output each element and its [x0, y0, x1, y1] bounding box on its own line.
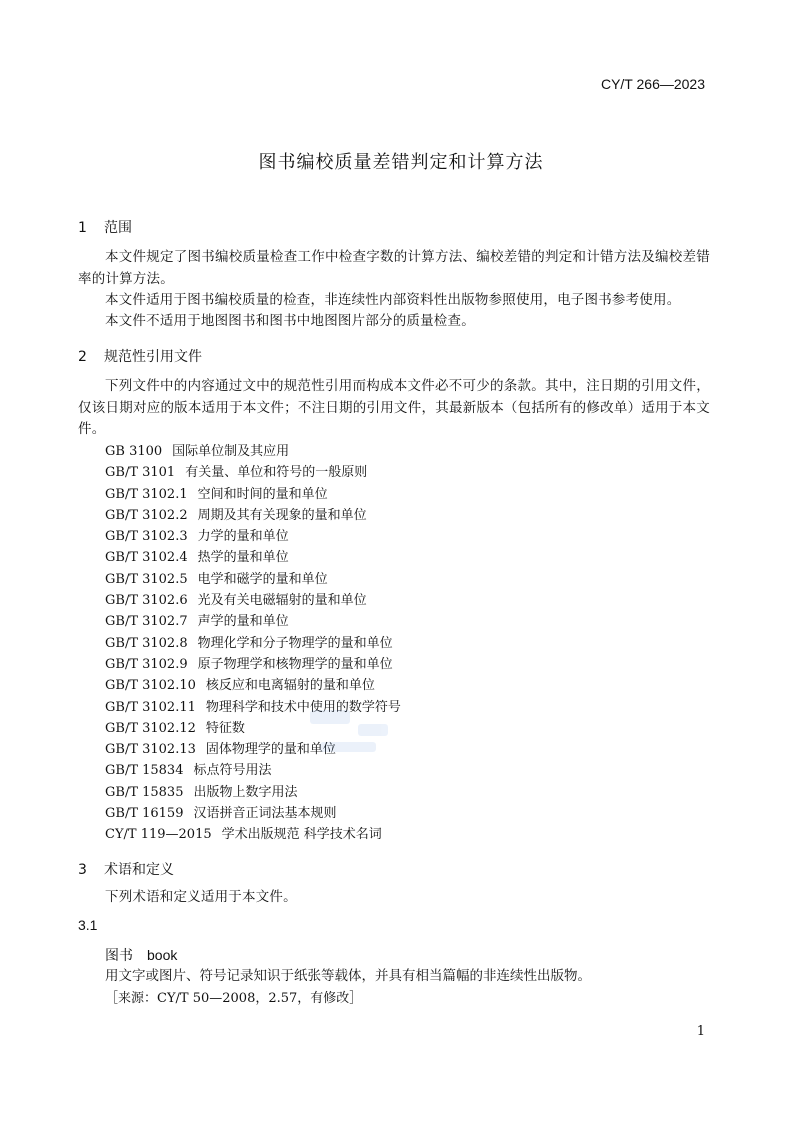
- document-title: 图书编校质量差错判定和计算方法: [258, 152, 544, 173]
- term-source: ［来源：CY/T 50—2008，2.57，有修改］: [105, 991, 363, 1006]
- reference-list: [105, 441, 401, 846]
- reference-code: GB/T 3102.10: [105, 678, 196, 694]
- section-heading-scope: [78, 217, 132, 237]
- list-item: [105, 611, 401, 632]
- list-item: [105, 505, 401, 526]
- section-number: 2: [78, 349, 87, 365]
- standard-code: CY/T 266—2023: [600, 76, 705, 92]
- reference-title: 出版物上数字用法: [193, 784, 298, 800]
- reference-title: 光及有关电磁辐射的量和单位: [197, 593, 367, 609]
- scope-paragraph-1: 本文件规定了图书编校质量检查工作中检查字数的计算方法、编校差错的判定和计错方法及编校差错率的计算方法。: [78, 249, 710, 287]
- reference-code: GB/T 3102.1: [105, 486, 188, 502]
- reference-code: GB/T 3102.13: [105, 742, 196, 758]
- list-item: [105, 782, 401, 803]
- term-en: book: [147, 947, 178, 963]
- reference-code: GB/T 15834: [105, 763, 184, 779]
- reference-code: GB/T 3102.4: [105, 550, 188, 566]
- list-item: [105, 697, 401, 718]
- section-heading-text: 规范性引用文件: [104, 349, 202, 365]
- reference-title: 力学的量和单位: [197, 529, 289, 545]
- section-number: 3: [78, 862, 87, 878]
- reference-title: 标点符号用法: [193, 763, 272, 779]
- list-item: [105, 633, 401, 654]
- reference-title: 声学的量和单位: [197, 614, 289, 630]
- reference-title: 周期及其有关现象的量和单位: [197, 507, 367, 523]
- reference-code: GB/T 15835: [105, 784, 184, 800]
- list-item: [105, 484, 401, 505]
- section-heading-text: 范围: [104, 220, 132, 236]
- reference-title: 特征数: [205, 720, 245, 736]
- reference-title: 空间和时间的量和单位: [197, 486, 328, 502]
- list-item: [105, 569, 401, 590]
- reference-title: 国际单位制及其应用: [172, 444, 290, 459]
- list-item: [105, 739, 401, 760]
- reference-code: GB/T 3102.3: [105, 529, 188, 545]
- reference-title: 热学的量和单位: [197, 550, 289, 566]
- term-definition: 用文字或图片、符号记录知识于纸张等载体，并具有相当篇幅的非连续性出版物。: [105, 968, 591, 984]
- list-item: [105, 824, 401, 845]
- term-number: 3.1: [78, 917, 98, 933]
- reference-code: GB 3100: [105, 444, 163, 459]
- section-heading-text: 术语和定义: [104, 862, 174, 878]
- reference-title: 核反应和电离辐射的量和单位: [205, 678, 375, 694]
- reference-title: 物理科学和技术中使用的数学符号: [205, 699, 401, 715]
- section-heading-terms: [78, 859, 174, 879]
- terms-intro: 下列术语和定义适用于本文件。: [105, 889, 297, 905]
- normative-refs-intro: 下列文件中的内容通过文中的规范性引用而构成本文件必不可少的条款。其中，注日期的引用文件，仅该日期对应的版本适用于本文件；不注日期的引用文件，其最新版本（包括所有的修改单）适用于本文件。: [78, 378, 710, 437]
- term-title: [105, 945, 177, 965]
- reference-title: 物理化学和分子物理学的量和单位: [197, 635, 393, 651]
- list-item: [105, 526, 401, 547]
- term-zh: 图书: [105, 948, 133, 964]
- reference-code: GB/T 3102.5: [105, 571, 188, 587]
- list-item: [105, 462, 401, 483]
- reference-title: 固体物理学的量和单位: [205, 742, 336, 758]
- section-number: 1: [78, 220, 87, 236]
- list-item: [105, 547, 401, 568]
- reference-title: 电学和磁学的量和单位: [197, 571, 328, 587]
- reference-code: GB/T 3102.12: [105, 720, 196, 736]
- section-heading-normative-refs: [78, 346, 202, 366]
- list-item: [105, 654, 401, 675]
- reference-title: 学术出版规范 科学技术名词: [221, 827, 382, 843]
- list-item: [105, 760, 401, 781]
- list-item: [105, 803, 401, 824]
- list-item: [105, 718, 401, 739]
- list-item: [105, 675, 401, 696]
- reference-title: 有关量、单位和符号的一般原则: [185, 465, 368, 481]
- reference-code: GB/T 3102.6: [105, 593, 188, 609]
- reference-title: 汉语拼音正词法基本规则: [193, 806, 337, 822]
- list-item: [105, 590, 401, 611]
- reference-code: CY/T 119—2015: [105, 827, 212, 843]
- reference-code: GB/T 3101: [105, 465, 176, 481]
- reference-code: GB/T 3102.8: [105, 635, 188, 651]
- scope-paragraph-2: 本文件适用于图书编校质量的检查，非连续性内部资料性出版物参照使用，电子图书参考使用。: [105, 292, 681, 308]
- reference-code: GB/T 3102.2: [105, 507, 188, 523]
- reference-code: GB/T 3102.7: [105, 614, 188, 630]
- page-number: 1: [696, 1024, 705, 1039]
- reference-code: GB/T 3102.11: [105, 699, 196, 715]
- reference-title: 原子物理学和核物理学的量和单位: [197, 656, 393, 672]
- reference-code: GB/T 16159: [105, 806, 184, 822]
- list-item: [105, 441, 401, 462]
- scope-paragraph-3: 本文件不适用于地图图书和图书中地图图片部分的质量检查。: [105, 313, 475, 329]
- reference-code: GB/T 3102.9: [105, 656, 188, 672]
